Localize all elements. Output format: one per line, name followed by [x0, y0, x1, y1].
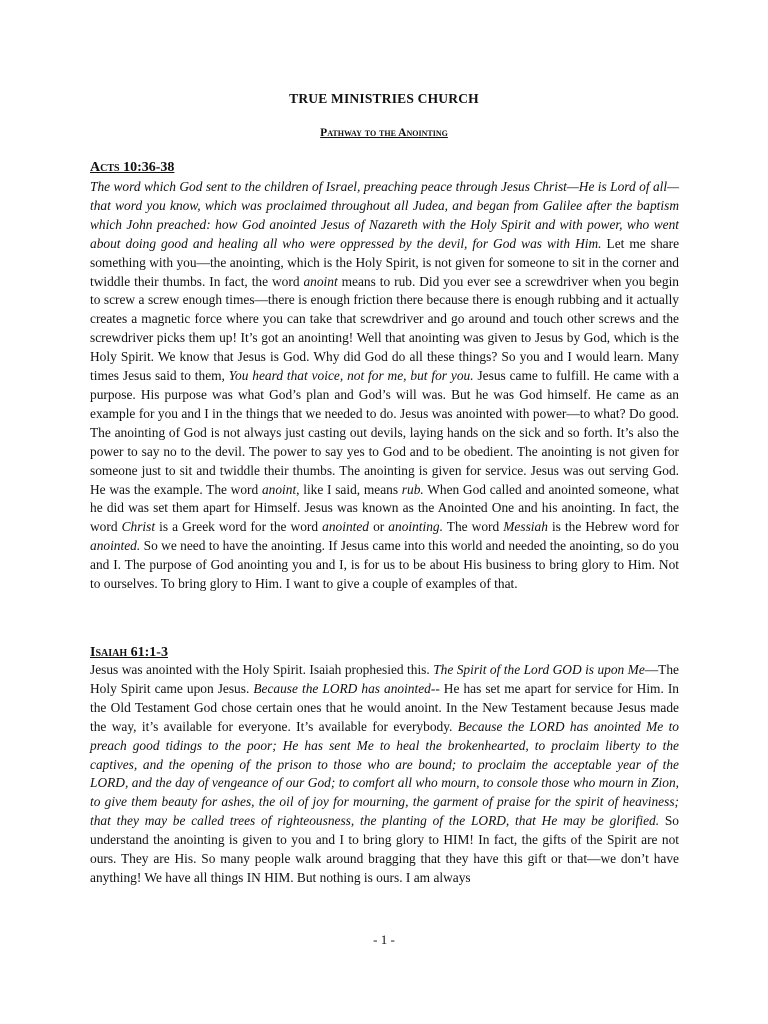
italic-run: Christ	[121, 519, 156, 535]
text-run: is a Greek word for the word	[155, 519, 323, 535]
text-run: So we need to have the anointing. If Jesus came into this world and needed the anointing, so do you and I. The purpose of God anointing you and I, is for us to be about His business to bring glory to Him. Not to ourselves. To bring glory to Him. I want to give a couple of examples of that.	[90, 538, 679, 592]
italic-run: The word which God sent to the children of Israel, preaching peace through Jesus Christ—He is Lord of all— that word you know, which was proclaimed throughout all Judea, and began from Galilee after the baptism which John preached: how God anointed Jesus of Nazareth with the Holy Spirit and with power, who went about doing good and healing all who were oppressed by the devil, for God was with Him.	[90, 179, 679, 251]
text-run: , like I said, means	[296, 481, 402, 497]
italic-run: anoint	[303, 273, 338, 289]
italic-run: anointed	[322, 519, 370, 535]
italic-run: anointed.	[90, 538, 141, 554]
page-number: - 1 -	[373, 932, 395, 947]
text-run: —The Holy Spirit came upon Jesus.	[90, 662, 679, 696]
italic-run: You heard that voice, not for me, but for you.	[228, 368, 474, 384]
text-run: When God called and anointed someone, what he did was set them apart for Himself. Jesus was known as the Anointed One and his anointing. In fact, the word	[90, 481, 679, 535]
page-subtitle: Pathway to the Anointing	[320, 127, 448, 139]
italic-run: rub.	[401, 481, 424, 497]
text-run: means to rub. Did you ever see a screwdriver when you begin to screw a screw enough times—there is enough friction there because there is enough rubbing and it actually creates a magnetic force where you can take that screwdriver and go around and touch other screws and the screwdriver picks them up! It’s got an anointing! Well that anointing was given to Jesus by God, which is the Holy Spirit. We know that Jesus is God. Why did God do all these things? So you and I would learn. Many times Jesus said to them,	[90, 273, 679, 384]
text-run: Jesus was anointed with the Holy Spirit. Isaiah prophesied this.	[90, 662, 434, 677]
page-title: TRUE MINISTRIES CHURCH	[289, 91, 479, 106]
text-run: is the Hebrew word for	[547, 519, 679, 535]
text-run: Let me share something with you—the anointing, which is the Holy Spirit, is not given for someone to sit in the corner and twiddle their thumbs. In fact, the word	[90, 235, 680, 289]
text-run: So understand the anointing is given to you and I to bring glory to HIM! In fact, the gifts of the Spirit are not ours. They are His. So many people walk around bragging that they have this gift or that—we don’t have anything! We have all things IN HIM. But nothing is ours. I am always	[90, 813, 679, 885]
section-heading-acts: Acts 10:36-38	[90, 160, 175, 175]
section-heading-isaiah: Isaiah 61:1-3	[90, 645, 168, 660]
italic-run: Because the LORD has anointed Me to preach good tidings to the poor; He has sent Me to heal the brokenhearted, to proclaim liberty to the captives, and the opening of the prison to those who are bound; to proclaim the acceptable year of the LORD, and the day of vengeance of our God; to comfort all who mourn, to console those who mourn in Zion, to give them beauty for ashes, the oil of joy for mourning, the garment of praise for the spirit of heaviness; that they may be called trees of righteousness, the planting of the LORD, that He may be glorified.	[90, 718, 680, 829]
text-run: The word	[442, 519, 504, 535]
italic-run: Because the LORD has anointed--	[253, 680, 440, 696]
italic-run: anointing.	[388, 519, 443, 535]
section-body-isaiah	[90, 661, 679, 888]
text-run: or	[369, 519, 389, 535]
text-run: Jesus came to fulfill. He came with a purpose. His purpose was what God’s plan and God’s will was. But he was God himself. He came as an example for you and I in the things that we needed to do. Jesus was anointed with power—to what? Do good. The anointing of God is not always just casting out devils, laying hands on the sick and so forth. It’s also the power to say no to the devil. The power to say yes to God and to be obedient. The anointing is not given for someone just to sit and twiddle their thumbs. The anointing is given for service. Jesus was out serving God. He was the example. The word	[90, 368, 679, 497]
text-run: He has set me apart for service for Him. In the Old Testament God chose certain ones that he would anoint. In the New Testament because Jesus made the way, it’s available for everyone. It’s available for everybody.	[90, 680, 679, 734]
section-body-acts	[90, 178, 679, 594]
italic-run: anoint	[261, 481, 297, 497]
italic-run: The Spirit of the Lord GOD is upon Me	[433, 662, 645, 677]
italic-run: Messiah	[503, 519, 548, 535]
